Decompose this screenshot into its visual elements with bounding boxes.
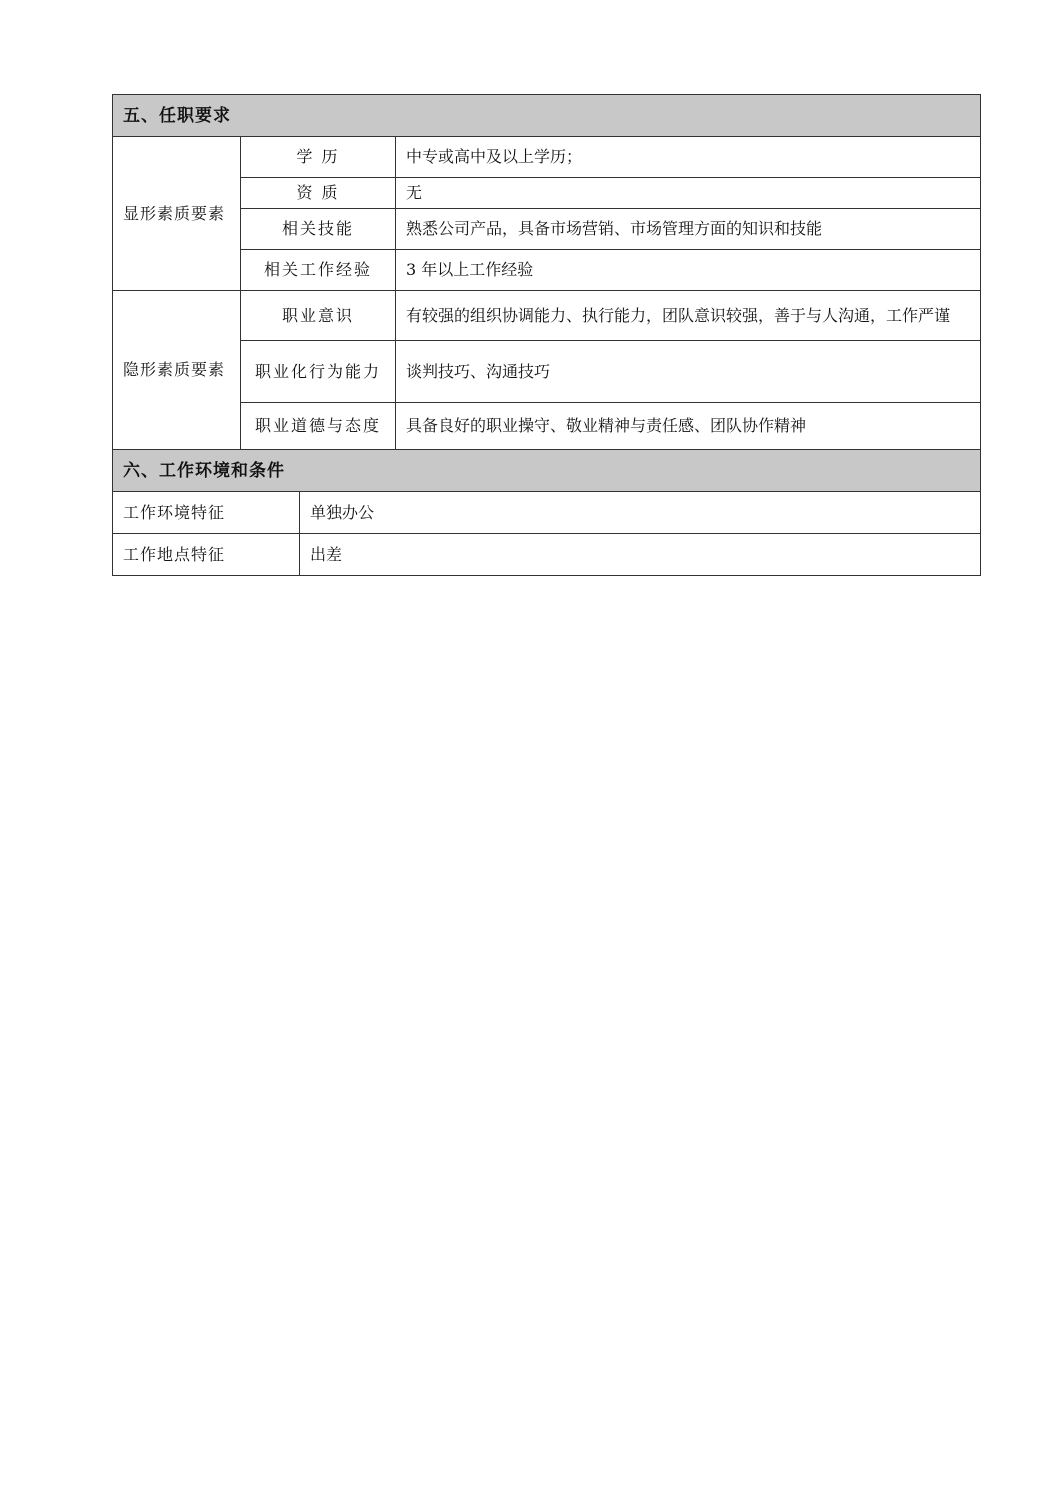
row-label: 职业道德与态度 [241,403,396,450]
row-value: 出差 [300,534,981,576]
row-label: 学 历 [241,137,396,178]
row-value: 单独办公 [300,492,981,534]
section-title: 六、工作环境和条件 [113,450,981,492]
work-environment-table [112,449,981,576]
row-value: 有较强的组织协调能力、执行能力，团队意识较强，善于与人沟通，工作严谨 [396,291,981,341]
row-label: 职业意识 [241,291,396,341]
job-requirements-table [112,94,981,450]
row-label: 职业化行为能力 [241,341,396,403]
row-value: 具备良好的职业操守、敬业精神与责任感、团队协作精神 [396,403,981,450]
row-value: 无 [396,178,981,209]
section-title: 五、任职要求 [113,95,981,137]
group-label-implicit: 隐形素质要素 [113,291,241,450]
row-label: 工作环境特征 [113,492,300,534]
row-value: 中专或高中及以上学历； [396,137,981,178]
row-label: 工作地点特征 [113,534,300,576]
row-value: 谈判技巧、沟通技巧 [396,341,981,403]
row-value: 3 年以上工作经验 [396,250,981,291]
group-label-explicit: 显形素质要素 [113,137,241,291]
row-label: 相关工作经验 [241,250,396,291]
row-label: 相关技能 [241,209,396,250]
row-value: 熟悉公司产品，具备市场营销、市场管理方面的知识和技能 [396,209,981,250]
row-label: 资 质 [241,178,396,209]
